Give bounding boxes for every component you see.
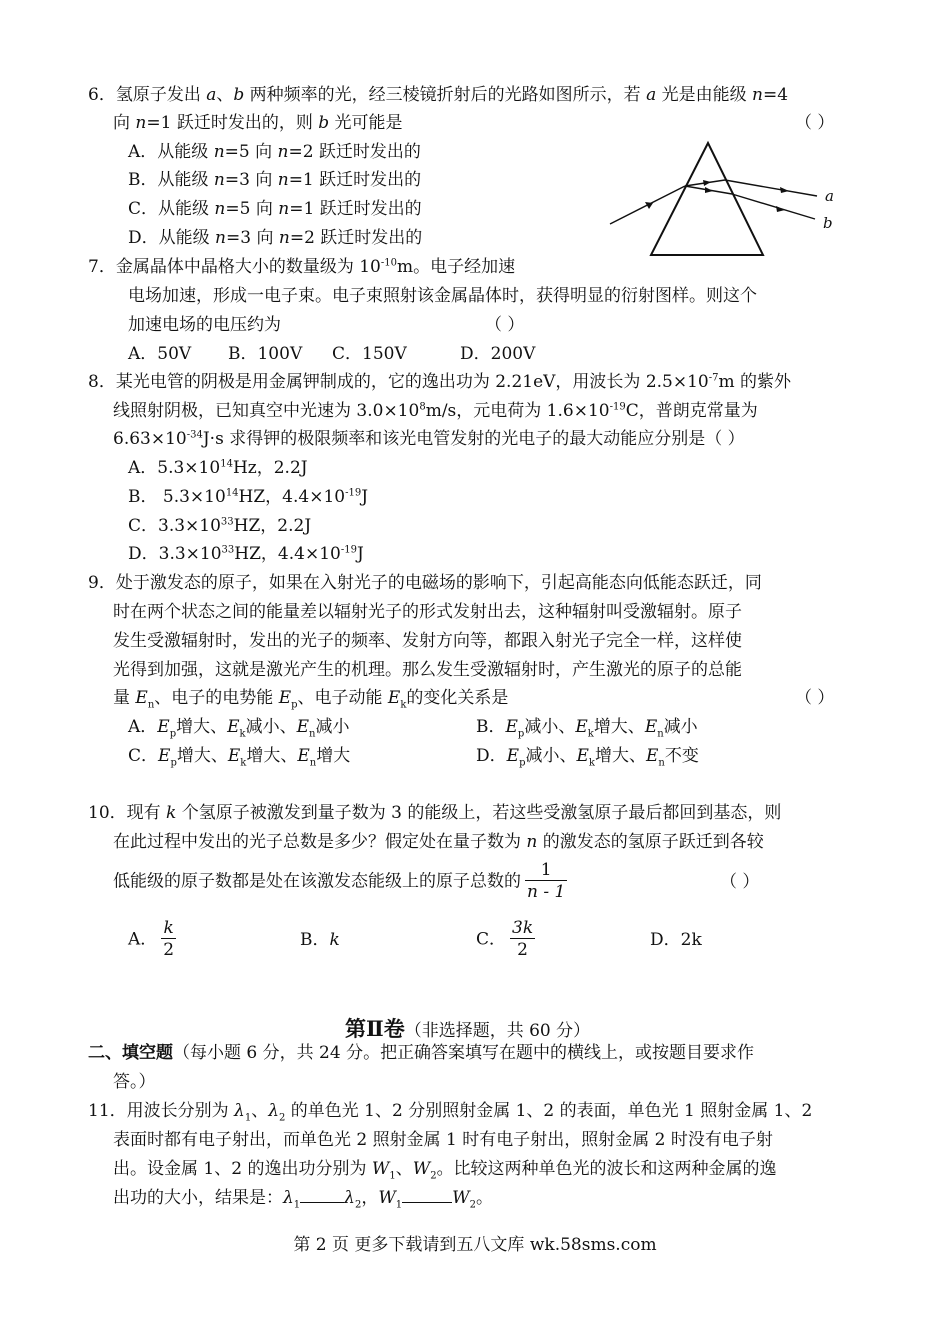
q6-line1: 6．氢原子发出 a、b 两种频率的光，经三棱镜折射后的光路如图所示，若 a 光是由能级 n=4 [88,85,789,105]
q11-line3: 出。设金属 1、2 的逸出功分别为 $W_1$、$W_2$。比较这两种单色光的波长和这两种金属的逸 [113,1159,777,1182]
q7-line1: 7．金属晶体中晶格大小的数量级为 $10^{-10}m$。电子经加速 [88,257,516,277]
q8-option-b: B． $5.3\times 10^{14}HZ$，$4.4\times 10^{-19}J$ [128,487,369,507]
q10-option-a: A． $\frac{k}{2}$ [128,918,175,960]
q9-option-b: B．$E_p$减小、$E_k$增大、$E_n$减小 [476,717,698,740]
section2-heading-line2: 答。） [113,1072,156,1092]
part2-title: 第Ⅱ卷（非选择题，共 60 分） [345,1016,591,1041]
q8-line1: 8．某光电管的阴极是用金属钾制成的，它的逸出功为 2.21eV，用波长为 $2.5\times 10^{-7}m$ 的紫外 [88,372,792,392]
inner-arrow-a [703,180,711,186]
ray-a [725,180,817,196]
q10-answer-paren: （ ） [720,872,760,892]
q6-option-d: D．从能级 n=3 向 n=2 跃迁时发出的 [128,228,423,248]
q9-line5: 量 $E_n$、电子的电势能 $E_p$、电子动能 $E_k$的变化关系是 [113,688,509,711]
q8-line3: $6.63\times 10^{-34}J\cdot s$ 求得钾的极限频率和该光电管发射的光电子的最大动能应分别是（ ） [113,429,745,449]
q10-option-d: D．2k [650,930,702,950]
q10-option-b: B．k [300,930,340,950]
page-footer: 第 2 页 更多下载请到五八文库 wk.58sms.com [293,1235,657,1255]
q9-line1: 9．处于激发态的原子，如果在入射光子的电磁场的影响下，引起高能态向低能态跃迁，同 [88,573,762,593]
q9-line2: 时在两个状态之间的能量差以辐射光子的形式发射出去，这种辐射叫受激辐射。原子 [113,602,742,622]
q9-line3: 发生受激辐射时，发出的光子的频率、发射方向等，都跟入射光子完全一样，这样使 [113,631,742,651]
q8-option-d: D．$3.3\times 10^{33}HZ$，$4.4\times 10^{-19}J$ [128,544,364,564]
q7-answer-paren: （ ） [485,315,525,335]
label-a: a [825,187,834,205]
section2-heading: 二、填空题（每小题 6 分，共 24 分。把正确答案填写在题中的横线上，或按题目要求作 [88,1043,755,1063]
label-b: b [823,214,833,232]
q11-line4: 出功的大小，结果是：$\lambda_1$ $\lambda_2$，$W_1$ $W_2$。 [113,1188,494,1211]
q10-line2: 在此过程中发出的光子总数是多少？假定处在量子数为 n 的激发态的氢原子跃迁到各较 [113,832,764,852]
q8-line2: 线照射阴极，已知真空中光速为 $3.0\times 10^8m/s$，元电荷为 $1.6\times 10^{-19}C$，普朗克常量为 [113,401,758,421]
q9-option-d: D．$E_p$减小、$E_k$增大、$E_n$不变 [476,746,699,769]
q8-option-a: A．$5.3\times 10^{14}Hz$，2.2J [128,458,308,478]
q6-option-a: A．从能级 n=5 向 n=2 跃迁时发出的 [128,142,421,162]
q10-line3: 低能级的原子数都是处在该激发态能级上的原子总数的 $\frac{1}{n - 1}$ [113,860,566,902]
q7-option-c: C．150V [332,344,407,364]
q10-option-c: C． $\frac{3k}{2}$ [476,918,534,960]
q7-option-a: A．50V [128,344,192,364]
q11-line1: 11．用波长分别为 $\lambda_1$、$\lambda_2$ 的单色光 1、2 分别照射金属 1、2 的表面，单色光 1 照射金属 1、2 [88,1101,813,1124]
q6-answer-paren: （ ） [795,113,835,133]
q7-line2: 电场加速，形成一电子束。电子束照射该金属晶体时，获得明显的衍射图样。则这个 [128,286,757,306]
prism-figure [605,140,850,260]
arrow-a [780,187,789,193]
q7-option-b: B．100V [228,344,303,364]
q9-answer-paren: （ ） [795,688,835,708]
q10-fraction: $\frac{1}{n - 1}$ [527,860,566,902]
q9-line4: 光得到加强，这就是激光产生的机理。那么发生受激辐射时，产生激光的原子的总能 [113,660,742,680]
q7-option-d: D．200V [460,344,536,364]
q6-line2: 向 n=1 跃迁时发出的，则 b 光可能是 [113,113,403,133]
q11-line2: 表面时都有电子射出，而单色光 2 照射金属 1 时有电子射出，照射金属 2 时没有电子射 [113,1130,773,1150]
q10-line1: 10．现有 k 个氢原子被激发到量子数为 3 的能级上，若这些受激氢原子最后都回到基态，则 [88,803,782,823]
q8-option-c: C．$3.3\times 10^{33}HZ$，2.2J [128,516,312,536]
q7-line3: 加速电场的电压约为 [128,315,281,335]
q9-option-a: A．$E_p$增大、$E_k$减小、$E_n$减小 [128,717,350,740]
answer-blank-2[interactable] [402,1188,452,1203]
q9-option-c: C．$E_p$增大、$E_k$增大、$E_n$增大 [128,746,351,769]
answer-blank-1[interactable] [300,1188,344,1203]
q6-option-c: C．从能级 n=5 向 n=1 跃迁时发出的 [128,199,422,219]
q6-option-b: B．从能级 n=3 向 n=1 跃迁时发出的 [128,170,422,190]
